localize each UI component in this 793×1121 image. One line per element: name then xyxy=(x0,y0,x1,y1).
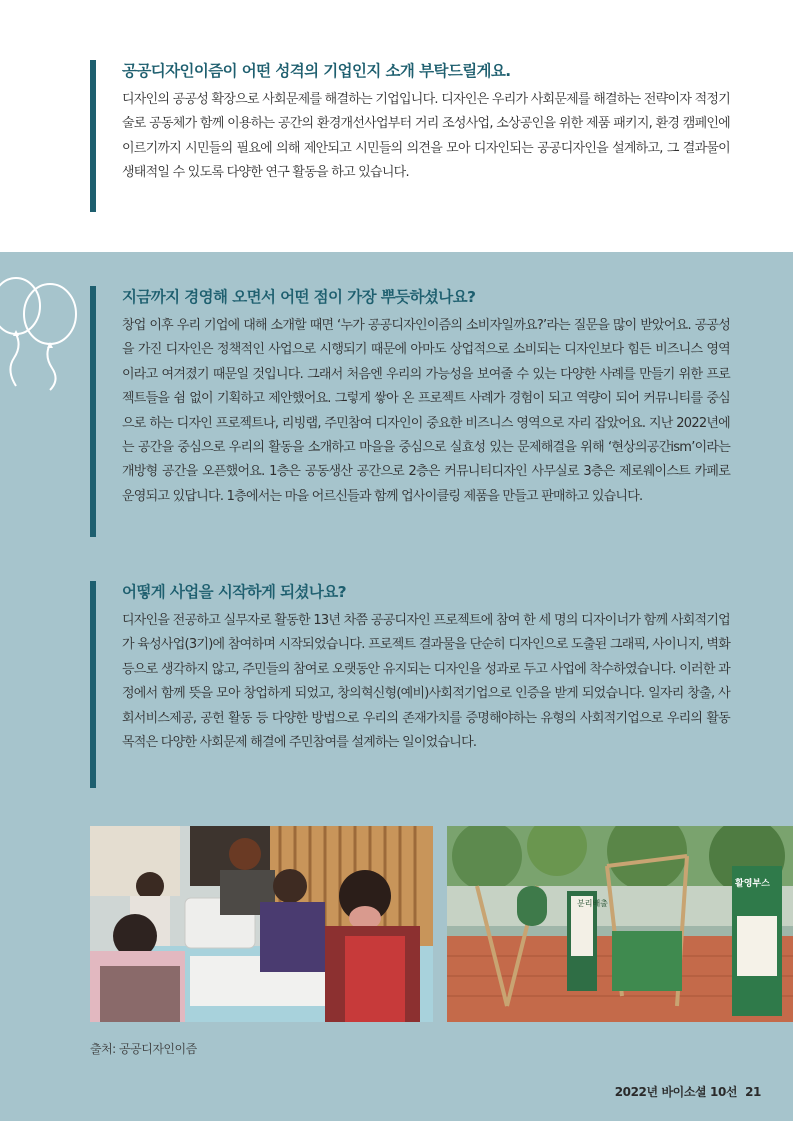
section-how-started xyxy=(90,581,730,788)
publication-title: 2022년 바이소셜 10선 xyxy=(614,1085,738,1099)
photo-caption: 출처: 공공디자인이즘 xyxy=(90,1042,197,1056)
page-footer xyxy=(615,1083,761,1100)
accent-bar xyxy=(90,581,96,788)
balloons-icon xyxy=(0,270,90,400)
section-body: 디자인을 전공하고 실무자로 활동한 13년 차쯤 공공디자인 프로젝트에 참여 한 세 명의 디자이너가 함께 사회적기업가 육성사업(3기)에 참여하며 시작되었습니다. 프로젝트 결과물을 단순히 디자인으로 도출된 그래픽, 사이니지, 벽화 등으로 생각하지 않고, 주민들의 참여로 오랫동안 유지되는 디자인을 성과로 두고 사업에 착수하였습니다. 이러한 과정에서 함께 뜻을 모아 창업하게 되었고, 창의혁신형(예비)사회적기업으로 인증을 받게 되었습니다. 일자리 창출, 사회서비스제공, 공헌 활동 등 다양한 방법으로 우리의 존재가치를 증명해야하는 유형의 사회적기업으로 우리의 활동 목적은 다양한 사회문제 해결에 주민참여를 설계하는 일이었습니다. xyxy=(122,613,730,751)
workshop-photo xyxy=(90,826,433,1022)
booth-sign-text: 활영부스 xyxy=(735,879,770,889)
section-heading: 공공디자인이즘이 어떤 성격의 기업인지 소개 부탁드릴게요. xyxy=(122,62,511,80)
accent-bar xyxy=(90,60,96,212)
booth-sign-text: 분리배출 xyxy=(577,899,608,908)
section-company-intro xyxy=(90,60,730,212)
accent-bar xyxy=(90,286,96,537)
outdoor-booth-photo xyxy=(447,826,793,1022)
section-body: 창업 이후 우리 기업에 대해 소개할 때면 ‘누가 공공디자인이즘의 소비자일까요?’라는 질문을 많이 받았어요. 공공성을 가진 디자인은 정책적인 사업으로 시행되기 때문에 아마도 상업적으로 소비되는 디자인보다 힘든 비즈니스 영역이라고 여겨졌기 때문일 것입니다. 그래서 처음엔 우리의 가능성을 보여줄 수 있는 다양한 사례를 만들기 위한 프로젝트들을 쉼 없이 기획하고 제안했어요. 그렇게 쌓아 온 프로젝트 사례가 경험이 되고 역량이 되어 커뮤니티를 중심으로 하는 디자인 프로젝트나, 리빙랩, 주민참여 디자인이 중요한 비즈니스 영역으로 자리 잡았어요. 지난 2022년에는 공간을 중심으로 우리의 활동을 소개하고 마을을 중심으로 실효성 있는 문제해결을 위해 ‘현상의공간ism’이라는 개방형 공간을 오픈했어요. 1층은 공동생산 공간으로 2층은 커뮤니티디자인 사무실로 3층은 제로웨이스트 카페로 운영되고 있답니다. 1층에서는 마을 어르신들과 함께 업사이클링 제품을 만들고 판매하고 있습니다. xyxy=(122,318,730,504)
page-number: 21 xyxy=(745,1085,761,1099)
section-heading: 지금까지 경영해 오면서 어떤 점이 가장 뿌듯하셨나요? xyxy=(122,288,476,306)
section-heading: 어떻게 사업을 시작하게 되셨나요? xyxy=(122,583,347,601)
section-proud-moments xyxy=(90,286,730,537)
section-body: 디자인의 공공성 확장으로 사회문제를 해결하는 기업입니다. 디자인은 우리가 사회문제를 해결하는 전략이자 적정기술로 공동체가 함께 이용하는 공간의 환경개선사업부터 거리 조성사업, 소상공인을 위한 제품 패키지, 환경 캠페인에 이르기까지 시민들의 필요에 의해 제안되고 시민들의 의견을 모아 디자인되는 공공디자인을 설계하고, 그 결과물이 생태적일 수 있도록 다양한 연구 활동을 하고 있습니다. xyxy=(122,92,730,181)
